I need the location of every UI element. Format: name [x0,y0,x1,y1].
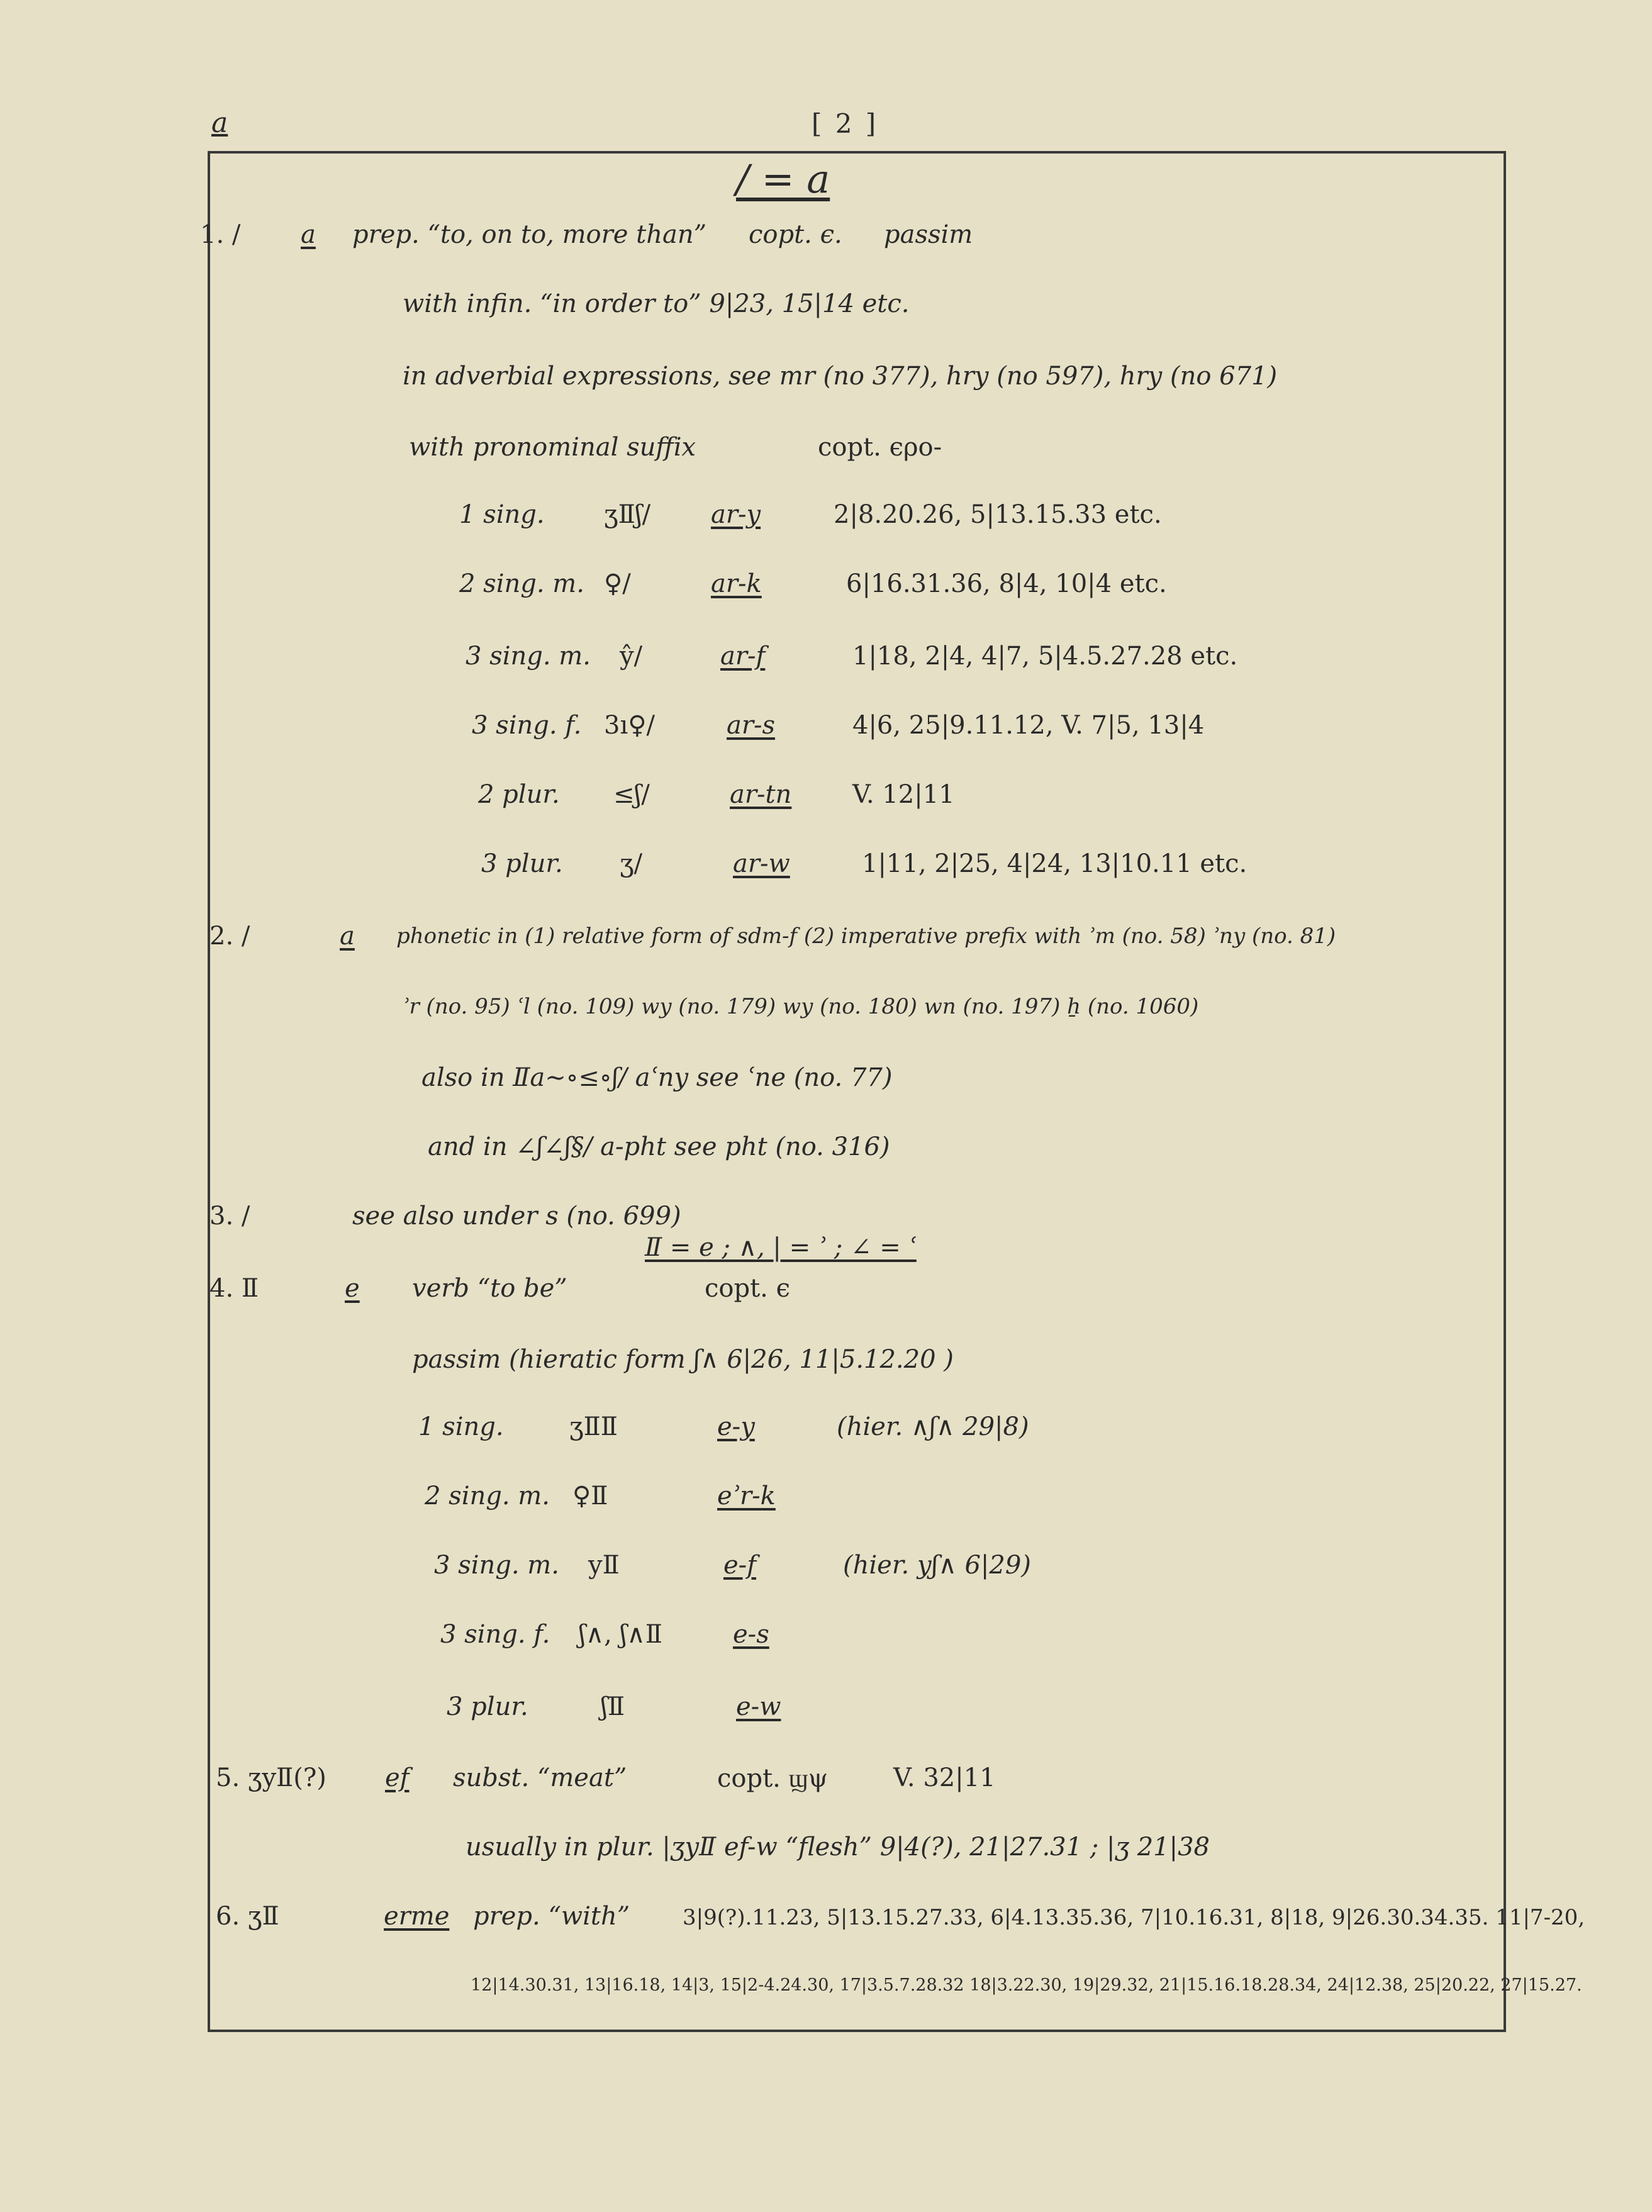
entry-2-line-2: ʾr (no. 95) ʿl (no. 109) wy (no. 179) wy (no. 180) wn (no. 197) ẖ (no. 1060) [403,994,1199,1019]
suffix-row-demotic: 3ı♀/ [604,711,655,740]
suffix-row-refs: 1|11, 2|25, 4|24, 13|10.11 etc. [862,849,1247,878]
suffix-row-person: 1 sing. [459,500,545,529]
entry-4-coptic: copt. ϵ [705,1274,790,1303]
entry-4-translit: e [345,1274,360,1303]
entry-1-suffix-heading: with pronominal suffix [409,433,696,462]
entry-5-number: 5. ʒyⅡ(?) [216,1763,326,1792]
entry-4-meaning: verb “to be” [412,1274,567,1303]
entry-6-refs-1: 3|9(?).11.23, 5|13.15.27.33, 6|4.13.35.36, 7|10.16.31, 8|18, 9|26.30.34.35. 11|7-20, [683,1905,1585,1930]
suffix-row-translit: ar-s [727,711,776,740]
entry-2-line-3: also in Ⅱа∼∘≤∘ʃ/ aʿny see ʿne (no. 77) [421,1063,893,1092]
entry-6-refs-2: 12|14.30.31, 13|16.18, 14|3, 15|2-4.24.30, 17|3.5.7.28.32 18|3.22.30, 19|29.32, 21|15.16.18.28.34, 24|12.38, 25|20.22, 27|15.27. [471,1975,1582,1995]
suffix-row-translit: ar-k [711,569,762,598]
conj-row-note: (hier. yʃ∧ 6|29) [843,1551,1031,1580]
suffix-row-refs: 4|6, 25|9.11.12, V. 7|5, 13|4 [852,711,1205,740]
conj-row-person: 2 sing. m. [425,1482,550,1511]
entry-4-passim: passim (hieratic form ʃ∧ 6|26, 11|5.12.20 ) [412,1345,954,1374]
entry-3-text: see also under s (no. 699) [352,1202,681,1231]
conj-row-demotic: ʒⅡⅡ [569,1412,618,1441]
entry-5-plural: usually in plur. |ʒyⅡ ef-w “flesh” 9|4(?), 21|27.31 ; |ʒ 21|38 [466,1833,1210,1862]
entry-2-number: 2. / [209,922,250,951]
conj-row-translit: e-y [717,1412,755,1441]
entry-3-number: 3. / [209,1202,250,1231]
conj-row-translit: eʾr-k [717,1482,776,1511]
corner-letter: a [211,107,228,139]
conj-row-demotic: yⅡ [588,1551,620,1580]
suffix-row-translit: ar-y [711,500,761,529]
conj-row-translit: e-s [733,1620,769,1649]
conj-row-person: 3 sing. m. [434,1551,559,1580]
suffix-row-demotic: ʒ/ [620,849,643,878]
entry-6-translit: erme [384,1902,450,1931]
entry-1-adverbial: in adverbial expressions, see mr (no 377), hry (no 597), hry (no 671) [403,362,1278,391]
suffix-row-translit: ar-f [720,642,766,671]
entry-1-number: 1. / [200,220,241,249]
suffix-row-refs: V. 12|11 [852,780,955,809]
entry-2-line-4: and in ∠ʃ∠ʃ§/ a-pht see pht (no. 316) [428,1132,890,1161]
suffix-row-demotic: ♀/ [604,569,631,598]
conj-row-translit: e-w [736,1692,781,1721]
entry-1-suffix-coptic: copt. ϵρο- [818,433,942,462]
conj-row-translit: e-f [723,1551,756,1580]
conj-row-person: 1 sing. [418,1412,504,1441]
suffix-row-demotic: ʒⅡʃ/ [604,500,651,529]
conj-row-demotic: ♀Ⅱ [572,1482,608,1511]
entry-1-coptic: copt. ϵ. [749,220,842,249]
entry-1-infinitive: with infin. “in order to” 9|23, 15|14 etc. [403,289,910,318]
entry-5-translit: ef [385,1763,410,1792]
entry-6-number: 6. ʒⅡ [216,1902,279,1931]
conj-row-person: 3 plur. [447,1692,528,1721]
suffix-row-demotic: ŷ/ [620,642,643,671]
suffix-row-person: 3 plur. [481,849,563,878]
entry-1-meaning: prep. “to, on to, more than” [352,220,707,249]
suffix-row-person: 3 sing. f. [472,711,582,740]
entry-5-reference: V. 32|11 [893,1763,996,1792]
section-title: / = a [736,156,830,202]
conj-row-demotic: ʃ∧, ʃ∧Ⅱ [579,1620,662,1649]
entry-1-passim: passim [884,220,973,249]
page-number: [ 2 ] [812,108,879,139]
entry-5-coptic: copt. ϣψ [717,1764,829,1793]
suffix-row-refs: 2|8.20.26, 5|13.15.33 etc. [834,500,1162,529]
entry-2-translit: a [340,922,355,951]
entry-4-number: 4. Ⅱ [209,1274,259,1303]
suffix-row-person: 2 plur. [478,780,560,809]
suffix-row-person: 2 sing. m. [459,569,584,598]
entry-2-line-1: phonetic in (1) relative form of sdm-f (2) imperative prefix with ʾm (no. 58) ʾny (no. 81) [396,924,1336,949]
suffix-row-translit: ar-w [733,849,790,878]
conj-row-note: (hier. ∧ʃ∧ 29|8) [837,1412,1029,1441]
conj-row-person: 3 sing. f. [440,1620,550,1649]
entry-5-meaning: subst. “meat” [453,1763,627,1792]
suffix-row-demotic: ≤ʃ/ [613,780,650,809]
conj-row-demotic: ʃⅡ [601,1692,625,1721]
entry-1-translit: a [301,220,316,249]
suffix-row-translit: ar-tn [730,780,792,809]
suffix-row-refs: 1|18, 2|4, 4|7, 5|4.5.27.28 etc. [852,642,1238,671]
entry-6-meaning: prep. “with” [473,1902,630,1931]
equivalence-note: Ⅱ = e ; ∧, | = ʾ ; ∠ = ʿ [645,1233,917,1262]
suffix-row-person: 3 sing. m. [466,642,591,671]
suffix-row-refs: 6|16.31.36, 8|4, 10|4 etc. [846,569,1167,598]
